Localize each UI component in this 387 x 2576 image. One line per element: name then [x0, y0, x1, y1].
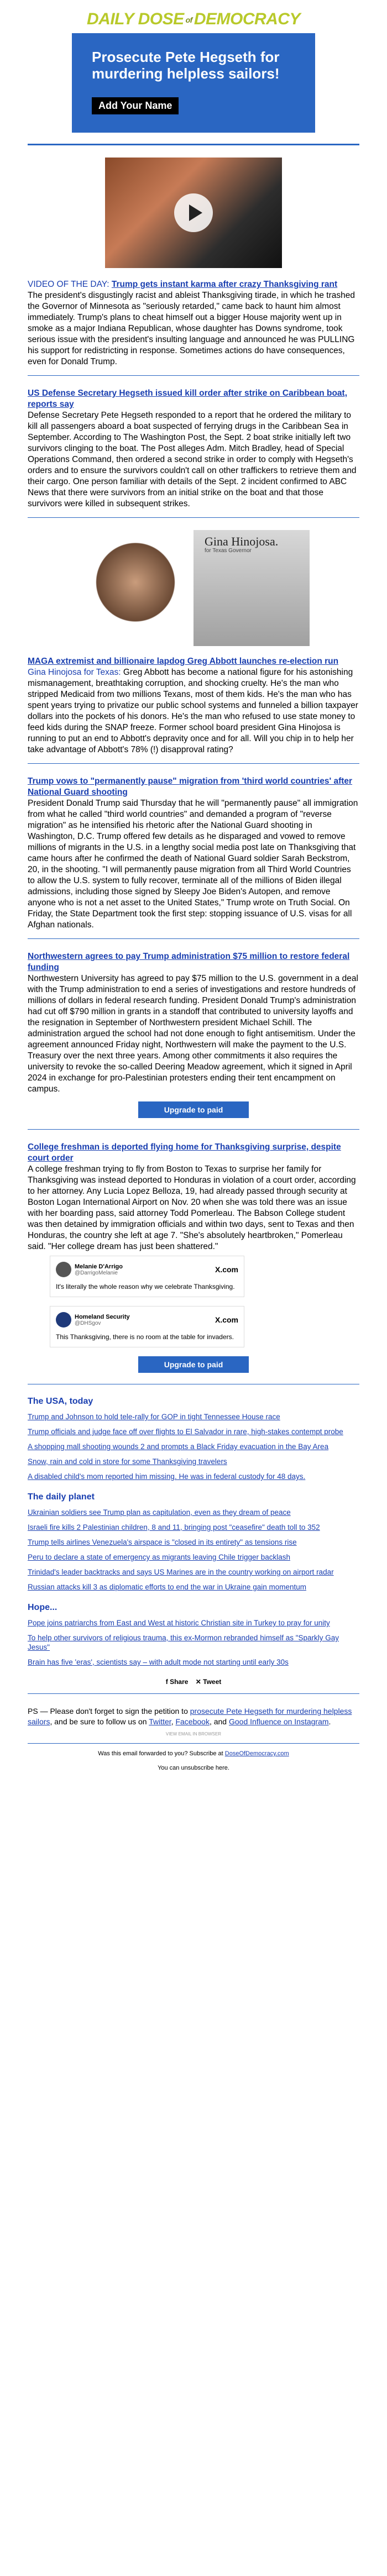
story-headline-link[interactable]: College freshman is deported flying home for Thanksgiving surprise, despite court order: [28, 1142, 341, 1163]
news-link[interactable]: A disabled child's mom reported him missing. He was in federal custody for 48 days.: [28, 1472, 306, 1481]
section-title-hope: Hope...: [28, 1603, 57, 1612]
video-thumbnail[interactable]: [105, 158, 282, 268]
news-link[interactable]: Snow, rain and cold in store for some Thanksgiving travelers: [28, 1457, 227, 1466]
avatar: [56, 1262, 71, 1277]
footer-forwarded: [28, 1750, 359, 1757]
video-label: VIDEO OF THE DAY:: [28, 280, 109, 289]
divider: [28, 144, 359, 145]
upgrade-button[interactable]: Upgrade to paid: [138, 1101, 249, 1118]
ps-note: [28, 1706, 359, 1727]
story-hegseth: [28, 388, 359, 510]
tweet-body: It's literally the whole reason why we celebrate Thanksgiving.: [56, 1283, 235, 1290]
ps-text: , and be sure to follow us on: [50, 1717, 149, 1726]
section-title-planet: The daily planet: [28, 1492, 95, 1502]
news-link[interactable]: Trump officials and judge face off over flights to El Salvador in rare, high-stakes contempt probe: [28, 1428, 343, 1436]
campaign-name: Gina Hinojosa.: [205, 534, 279, 548]
share-bar: [28, 1678, 359, 1686]
masthead: [28, 4, 359, 33]
news-link[interactable]: Trump and Johnson to hold tele-rally for GOP in tight Tennessee House race: [28, 1413, 280, 1421]
share-link[interactable]: Share: [170, 1678, 189, 1686]
video-story: [28, 279, 359, 368]
subscribe-link[interactable]: DoseOfDemocracy.com: [224, 1750, 289, 1757]
news-link[interactable]: Peru to declare a state of emergency as migrants leaving Chile trigger backlash: [28, 1553, 290, 1561]
video-headline-link[interactable]: Trump gets instant karma after crazy Thanksgiving rant: [111, 280, 338, 289]
tweet-author: Melanie D'Arrigo: [75, 1263, 123, 1270]
twitter-icon[interactable]: ✕: [195, 1678, 203, 1686]
news-link[interactable]: Israeli fire kills 2 Palestinian children, 8 and 11, bringing post "ceasefire" death toll to 352: [28, 1523, 320, 1531]
section-title-usa: The USA, today: [28, 1397, 93, 1406]
planet-links: [28, 1508, 359, 1592]
divider: [28, 938, 359, 939]
play-icon[interactable]: [174, 193, 213, 232]
logo[interactable]: [87, 10, 300, 28]
instagram-link[interactable]: Good Influence on Instagram: [228, 1717, 329, 1726]
news-link[interactable]: To help other survivors of religious trauma, this ex-Mormon rebranded himself as "Sparkly Gay Jesus": [28, 1634, 339, 1651]
view-in-browser-link[interactable]: VIEW EMAIL IN BROWSER: [165, 1732, 222, 1736]
story-body: [28, 667, 359, 756]
logo-left: DAILY DOSE: [87, 10, 184, 28]
facebook-icon[interactable]: f: [165, 1678, 170, 1686]
logo-right: DEMOCRACY: [194, 10, 300, 28]
hope-links: [28, 1618, 359, 1667]
facebook-link[interactable]: Facebook: [175, 1717, 210, 1726]
tweet-handle: @DarrigoMelanie: [75, 1269, 118, 1276]
news-link[interactable]: Russian attacks kill 3 as diplomatic efforts to end the war in Ukraine gain momentum: [28, 1583, 306, 1591]
divider: [28, 763, 359, 764]
news-link[interactable]: Pope joins patriarchs from East and West at historic Christian site in Turkey to pray for unity: [28, 1619, 330, 1627]
news-link[interactable]: Trump tells airlines Venezuela's airspace is "closed in its entirety" as tensions rise: [28, 1538, 297, 1546]
news-link[interactable]: Trinidad's leader backtracks and says US Marines are in the country working on airport radar: [28, 1568, 334, 1576]
avatar: [56, 1312, 71, 1328]
tweet-embed[interactable]: [50, 1306, 244, 1347]
story-body: President Donald Trump said Thursday that he will "permanently pause" all immigration from what he called "third world countries" and demanded a program of "reverse migration" as he intensified his rhetoric after the National Guard shooting in Washington, D.C. Trump offered few details as he disparaged and vowed to remove millions of migrants in the U.S. in a lengthy social media post late on Thanksgiving that came hours after he confirmed the death of National Guard soldier Sarah Beckstrom, 20, in the shooting. "I will permanently pause migration from all Third World Countries to allow the U.S. system to fully recover, terminate all of the millions of Biden illegal admissions, including those signed by Sleepy Joe Biden's Autopen, and remove anyone who is not a net asset to the United States," Trump wrote on Truth Social. On Friday, the State Department took the first step: stopping issuance of U.S. visas for all Afghan nationals.: [28, 799, 358, 930]
campaign-sub: for Texas Governor: [205, 548, 252, 554]
story-lead-link[interactable]: Gina Hinojosa for Texas:: [28, 668, 121, 677]
story-headline-link[interactable]: US Defense Secretary Hegseth issued kill order after strike on Caribbean boat, reports say: [28, 389, 348, 409]
tweet-author: Homeland Security: [75, 1313, 130, 1320]
story-northwestern: [28, 951, 359, 1095]
logo-of: of: [185, 15, 192, 25]
petition-text: Prosecute Pete Hegseth for murdering helpless sailors!: [92, 49, 280, 82]
petition-banner[interactable]: [72, 33, 315, 133]
story-headline-link[interactable]: Trump vows to "permanently pause" migration from 'third world countries' after National Guard shooting: [28, 777, 353, 797]
ps-text: PS — Please don't forget to sign the petition to: [28, 1707, 190, 1715]
tweet-link[interactable]: Tweet: [203, 1678, 222, 1686]
x-logo-icon: X.com: [215, 1315, 238, 1324]
story-abbott: [28, 656, 359, 756]
ps-text: , and: [209, 1717, 229, 1726]
tweet-body: This Thanksgiving, there is no room at the table for invaders.: [56, 1333, 234, 1341]
upgrade-button[interactable]: Upgrade to paid: [138, 1356, 249, 1373]
footer: [28, 1743, 359, 1788]
story-deported: [28, 1142, 359, 1252]
usa-links: [28, 1412, 359, 1481]
ps-text: .: [328, 1717, 331, 1726]
portrait-image: [77, 530, 194, 646]
petition-link[interactable]: prosecute Pete Hegseth for murdering helpless sailors: [28, 1707, 352, 1726]
story-body: Northwestern University has agreed to pay $75 million to the U.S. government in a deal with the Trump administration to end a series of investigations and restore hundreds of millions of dollars in federal research funding. President Donald Trump's administration had cut off $790 million in grants in a standoff that contributed to university layoffs and the resignation in September of Northwestern president Michael Schill. The administration argued the school had not done enough to fight antisemitism. Under the agreement announced Friday night, Northwestern will make the payment to the U.S. Treasury over the next three years. Among other commitments it also requires the university to revoke the so-called Deering Meadow agreement, which it signed in April 2024 in exchange for pro-Palestinian protesters ending their tent encampment on campus.: [28, 974, 358, 1094]
news-link[interactable]: Ukrainian soldiers see Trump plan as capitulation, even as they dream of peace: [28, 1508, 291, 1517]
news-link[interactable]: A shopping mall shooting wounds 2 and prompts a Black Friday evacuation in the Bay Area: [28, 1442, 329, 1451]
campaign-image[interactable]: [77, 530, 310, 646]
story-headline-link[interactable]: Northwestern agrees to pay Trump administration $75 million to restore federal funding: [28, 952, 350, 972]
x-logo-icon: X.com: [215, 1265, 238, 1274]
divider: [28, 375, 359, 376]
story-body: A college freshman trying to fly from Boston to Texas to surprise her family for Thanksgiving was instead deported to Honduras in violation of a court order, according to her attorney. Any Lucia Lopez Belloza, 19, had already passed through security at Boston Logan International Airport on Nov. 20 when she was told there was an issue with her boarding pass, said attorney Todd Pomerleau. The Babson College student was then detained by immigration officials and within two days, sent to Texas and then Honduras, the country she left at age 7. "She's absolutely heartbroken," Pomerleau said. "Her college dream has just been shattered.": [28, 1164, 356, 1251]
news-link[interactable]: Brain has five 'eras', scientists say – with adult mode not starting until early 30s: [28, 1658, 289, 1666]
divider: [28, 1693, 359, 1694]
story-migration: [28, 776, 359, 931]
story-body-text: Greg Abbott has become a national figure for his astonishing mismanagement, breathtaking corruption, and shocking cruelty. He's the man who stripped Medicaid from two millions Texans, most of them kids. He's the man who has spent years trying to privatize our public school systems and funneled a billion taxpayer dollars into the pockets of his donors. He's the man who refused to use state money to feed kids during the SNAP freeze. Former school board president Gina Hinojosa is running to put an end to Abbott's depravity once and for all. Will you chip in to help her take advantage of Abbott's 78% (!) disapproval rating?: [28, 668, 358, 754]
tweet-embed[interactable]: [50, 1256, 244, 1297]
newsletter: [28, 0, 359, 1788]
story-headline-link[interactable]: MAGA extremist and billionaire lapdog Greg Abbott launches re-election run: [28, 657, 339, 666]
twitter-link[interactable]: Twitter: [149, 1717, 171, 1726]
footer-text: Was this email forwarded to you? Subscribe at: [98, 1750, 225, 1757]
story-body: Defense Secretary Pete Hegseth responded to a report that he ordered the military to kill all passengers aboard a boat suspected of ferrying drugs in the Caribbean Sea in September. According to The Washington Post, the Sept. 2 boat strike initially left two survivors clinging to the boat. The Post alleges Adm. Mitch Bradley, head of Special Operations Command, then ordered a second strike in order to comply with Hegseth's orders and to ensure the survivors couldn't call on other traffickers to retrieve them and their cargo. One person familiar with details of the Sept. 2 incident confirmed to ABC News that there were survivors from an initial strike on the boat and that those survivors were killed in subsequent strikes.: [28, 411, 357, 508]
ps-text: ,: [171, 1717, 176, 1726]
campaign-graphic: [194, 530, 310, 646]
unsubscribe-link[interactable]: You can unsubscribe here.: [158, 1765, 229, 1771]
add-your-name-button[interactable]: Add Your Name: [92, 97, 179, 114]
divider: [28, 1129, 359, 1130]
divider: [28, 517, 359, 518]
tweet-handle: @DHSgov: [75, 1320, 101, 1326]
video-body: The president's disgustingly racist and ableist Thanksgiving tirade, in which he trashed the Governor of Minnesota as "seriously retarded," came back to haunt him almost immediately. Trump's plans to cheat himself out a bigger House majority went up in smoke as a major Indiana Republican, whose daughter has Downs syndrome, took serious issue with the president's insulting language and announced he was PULLING his support for redistricting in response. Sometimes actions do have consequences, even for Donald Trump.: [28, 291, 355, 366]
